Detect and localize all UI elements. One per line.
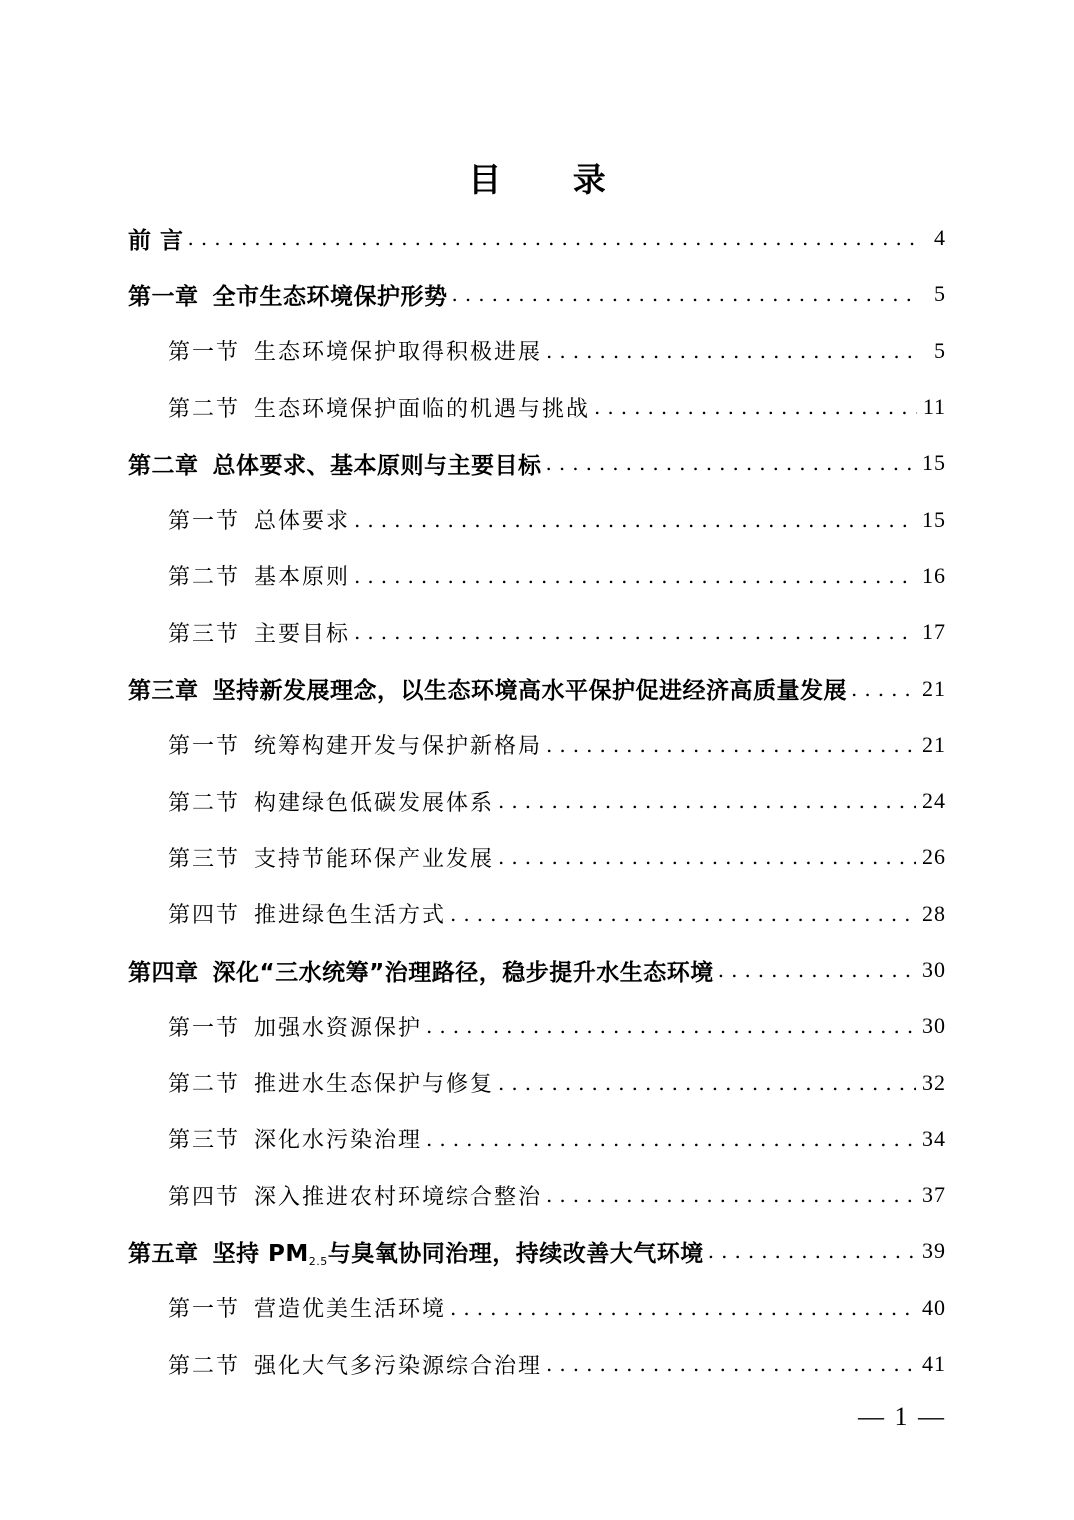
entry-label: 第二节 bbox=[168, 1072, 241, 1098]
toc-entry-section[interactable] bbox=[128, 886, 946, 942]
entry-title: 总体要求、基本原则与主要目标 bbox=[212, 452, 542, 479]
entry-title: 总体要求 bbox=[254, 509, 351, 535]
entry-text bbox=[168, 1011, 422, 1042]
toc-entry-preface[interactable] bbox=[128, 210, 946, 266]
entry-page-number: 37 bbox=[922, 1182, 946, 1208]
dot-leader bbox=[354, 510, 916, 530]
entry-title: 主要目标 bbox=[254, 621, 351, 647]
entry-text bbox=[168, 1180, 542, 1211]
dot-leader bbox=[546, 735, 916, 755]
entry-title: 统筹构建开发与保护新格局 bbox=[254, 734, 543, 760]
entry-title: 营造优美生活环境 bbox=[254, 1297, 447, 1323]
entry-page-number: 21 bbox=[922, 675, 946, 701]
entry-title: 生态环境保护面临的机遇与挑战 bbox=[254, 396, 591, 422]
dot-leader bbox=[498, 847, 916, 867]
entry-label: 第二节 bbox=[168, 1353, 241, 1379]
entry-text bbox=[168, 1067, 494, 1098]
toc-entry-chapter-1[interactable] bbox=[128, 266, 946, 322]
dot-leader bbox=[546, 1185, 916, 1205]
entry-title: 加强水资源保护 bbox=[254, 1015, 423, 1041]
entry-title-before: 坚持 PM bbox=[212, 1240, 309, 1267]
entry-label: 第五章 bbox=[128, 1240, 199, 1267]
dot-leader bbox=[452, 284, 919, 304]
entry-text bbox=[168, 504, 350, 535]
dot-leader bbox=[498, 791, 916, 811]
entry-text bbox=[168, 1349, 542, 1380]
toc-entry-section[interactable] bbox=[128, 1054, 946, 1110]
toc-entry-section[interactable] bbox=[128, 717, 946, 773]
entry-text bbox=[128, 672, 847, 705]
dot-leader bbox=[851, 679, 916, 699]
dot-leader bbox=[708, 1241, 916, 1261]
toc-entry-section[interactable] bbox=[128, 379, 946, 435]
dot-leader bbox=[426, 1129, 916, 1149]
dot-leader bbox=[188, 228, 918, 248]
entry-page-number: 15 bbox=[922, 450, 946, 476]
entry-page-number: 4 bbox=[934, 225, 946, 251]
entry-page-number: 26 bbox=[922, 844, 946, 870]
toc-entry-chapter-5[interactable] bbox=[128, 1223, 946, 1279]
dot-leader bbox=[546, 453, 917, 473]
entry-label: 第三节 bbox=[168, 1128, 241, 1154]
entry-text bbox=[168, 560, 350, 591]
entry-page-number: 15 bbox=[922, 506, 946, 532]
dot-leader bbox=[718, 960, 916, 980]
entry-title: 全市生态环境保护形势 bbox=[212, 283, 448, 310]
entry-page-number: 34 bbox=[922, 1125, 946, 1151]
entry-page-number: 5 bbox=[934, 337, 946, 363]
entry-text bbox=[168, 898, 446, 929]
toc-entry-section[interactable] bbox=[128, 829, 946, 885]
toc-entry-chapter-4[interactable] bbox=[128, 942, 946, 998]
toc-entry-section[interactable] bbox=[128, 548, 946, 604]
entry-label: 第四节 bbox=[168, 1184, 241, 1210]
entry-title: 坚持新发展理念，以生态环境高水平保护促进经济高质量发展 bbox=[212, 678, 847, 705]
dot-leader bbox=[546, 341, 918, 361]
entry-label: 第二章 bbox=[128, 452, 199, 479]
toc-entry-section[interactable] bbox=[128, 604, 946, 660]
dot-leader bbox=[450, 1298, 916, 1318]
entry-text bbox=[168, 392, 590, 423]
entry-page-number: 11 bbox=[922, 394, 946, 420]
dot-leader bbox=[354, 622, 916, 642]
entry-title: 深化水污染治理 bbox=[254, 1128, 423, 1154]
dot-leader bbox=[546, 1354, 916, 1374]
entry-title: 支持节能环保产业发展 bbox=[254, 846, 495, 872]
entry-page-number: 30 bbox=[922, 957, 946, 982]
dot-leader bbox=[498, 1073, 916, 1093]
entry-label: 第一章 bbox=[128, 283, 199, 310]
entry-text bbox=[168, 335, 542, 366]
entry-text bbox=[168, 617, 350, 648]
entry-text bbox=[168, 1123, 422, 1154]
dot-leader bbox=[594, 397, 917, 417]
toc-entry-section[interactable] bbox=[128, 998, 946, 1054]
entry-title: 生态环境保护取得积极进展 bbox=[254, 340, 543, 366]
entry-label: 第一节 bbox=[168, 1015, 241, 1041]
entry-page-number: 21 bbox=[922, 731, 946, 757]
toc-entry-section[interactable] bbox=[128, 491, 946, 547]
toc-entry-section[interactable] bbox=[128, 1111, 946, 1167]
subscript: 2.5 bbox=[308, 1254, 328, 1268]
toc-entry-chapter-2[interactable] bbox=[128, 435, 946, 491]
entry-text bbox=[128, 278, 448, 311]
entry-text bbox=[128, 954, 714, 987]
entry-text bbox=[168, 1292, 446, 1323]
dot-leader bbox=[450, 904, 916, 924]
entry-page-number: 40 bbox=[922, 1294, 946, 1320]
toc-list bbox=[128, 210, 946, 1392]
toc-entry-section[interactable] bbox=[128, 1280, 946, 1336]
entry-title: 强化大气多污染源综合治理 bbox=[254, 1353, 543, 1379]
entry-page-number: 28 bbox=[922, 900, 946, 926]
entry-page-number: 16 bbox=[922, 562, 946, 588]
toc-entry-section[interactable] bbox=[128, 1336, 946, 1392]
entry-label: 第二节 bbox=[168, 396, 241, 422]
entry-title-after: 与臭氧协同治理，持续改善大气环境 bbox=[327, 1240, 704, 1267]
entry-label: 第四章 bbox=[128, 959, 199, 986]
entry-label: 第二节 bbox=[168, 565, 241, 591]
entry-label: 第一节 bbox=[168, 1297, 241, 1323]
entry-title: 深入推进农村环境综合整治 bbox=[254, 1184, 543, 1210]
entry-label: 第二节 bbox=[168, 790, 241, 816]
entry-label: 第三章 bbox=[128, 678, 199, 705]
dot-leader bbox=[354, 566, 916, 586]
entry-text: 前 言 bbox=[128, 227, 184, 254]
toc-entry-section[interactable] bbox=[128, 1167, 946, 1223]
entry-title: 构建绿色低碳发展体系 bbox=[254, 790, 495, 816]
dot-leader bbox=[426, 1016, 916, 1036]
toc-title: 目 录 bbox=[468, 160, 636, 199]
toc-entry-section[interactable] bbox=[128, 323, 946, 379]
entry-text bbox=[168, 729, 542, 760]
entry-page-number: 17 bbox=[922, 619, 946, 645]
entry-title: 推进水生态保护与修复 bbox=[254, 1072, 495, 1098]
entry-title: 深化“三水统筹”治理路径，稳步提升水生态环境 bbox=[212, 959, 714, 986]
entry-page-number: 24 bbox=[922, 788, 946, 814]
entry-label: 第一节 bbox=[168, 509, 241, 535]
entry-label: 第三节 bbox=[168, 846, 241, 872]
entry-page-number: 41 bbox=[922, 1351, 946, 1377]
entry-label: 第一节 bbox=[168, 340, 241, 366]
entry-title: 推进绿色生活方式 bbox=[254, 903, 447, 929]
entry-label: 第三节 bbox=[168, 621, 241, 647]
entry-text bbox=[168, 842, 494, 873]
entry-label: 第四节 bbox=[168, 903, 241, 929]
toc-entry-section[interactable] bbox=[128, 773, 946, 829]
entry-text bbox=[128, 447, 542, 480]
entry-text bbox=[128, 1235, 704, 1268]
entry-page-number: 5 bbox=[934, 281, 946, 307]
toc-entry-chapter-3[interactable] bbox=[128, 660, 946, 716]
entry-title: 基本原则 bbox=[254, 565, 351, 591]
entry-page-number: 39 bbox=[922, 1238, 946, 1264]
entry-label: 第一节 bbox=[168, 734, 241, 760]
entry-text bbox=[168, 786, 494, 817]
entry-page-number: 30 bbox=[922, 1013, 946, 1039]
entry-page-number: 32 bbox=[922, 1069, 946, 1095]
page-footer-number: — 1 — bbox=[858, 1402, 946, 1431]
